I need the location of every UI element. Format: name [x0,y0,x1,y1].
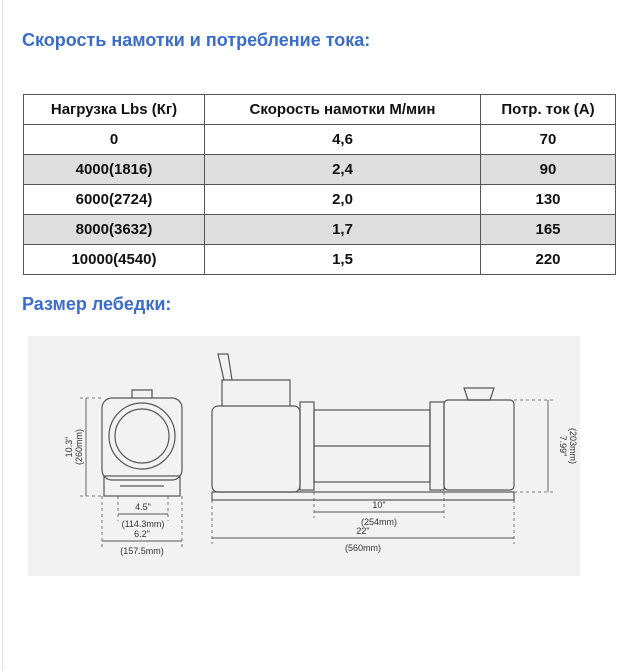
dim-length-in: 22" [356,526,370,536]
winch-drawing-svg [28,336,580,576]
dim-total-width-in: 6.2" [134,529,150,539]
table-header-row [24,95,616,125]
table-row [24,155,616,185]
cell-load: 10000(4540) [24,245,205,275]
page-left-border [2,0,3,671]
cell-speed: 2,4 [205,155,481,185]
cell-load: 8000(3632) [24,215,205,245]
dim-length-mm: (560mm) [344,543,382,553]
dim-height-in: 10.3" [64,436,74,458]
speed-section-title: Скорость намотки и потребление тока: [22,30,371,50]
header-load: Нагрузка Lbs (Кг) [24,95,205,125]
dim-drum-mm: (254mm) [360,517,398,527]
dim-height-mm: (260mm) [74,428,84,466]
cell-current: 90 [481,155,616,185]
cell-current: 165 [481,215,616,245]
cell-current: 130 [481,185,616,215]
cell-speed: 1,7 [205,215,481,245]
header-current: Потр. ток (А) [481,95,616,125]
table-row [24,215,616,245]
cell-current: 70 [481,125,616,155]
dim-side-height-in: 7.99" [558,435,568,457]
cell-speed: 2,0 [205,185,481,215]
cell-load: 4000(1816) [24,155,205,185]
dim-base-width-in: 4.5" [135,502,151,512]
size-section-title: Размер лебедки: [22,294,172,314]
winch-side-view [212,354,514,500]
dim-base-width-mm: (114.3mm) [121,519,165,529]
dim-total-width-mm: (157.5mm) [120,546,164,556]
cell-load: 0 [24,125,205,155]
header-speed: Скорость намотки М/мин [205,95,481,125]
speed-current-table [23,94,616,275]
cell-current: 220 [481,245,616,275]
dim-side-height-mm: (203mm) [568,427,578,465]
table-row [24,185,616,215]
table-row [24,245,616,275]
winch-dimension-drawing [28,336,580,576]
cell-speed: 1,5 [205,245,481,275]
table-row [24,125,616,155]
cell-load: 6000(2724) [24,185,205,215]
winch-front-view [102,390,182,496]
cell-speed: 4,6 [205,125,481,155]
dim-drum-in: 10" [372,500,386,510]
